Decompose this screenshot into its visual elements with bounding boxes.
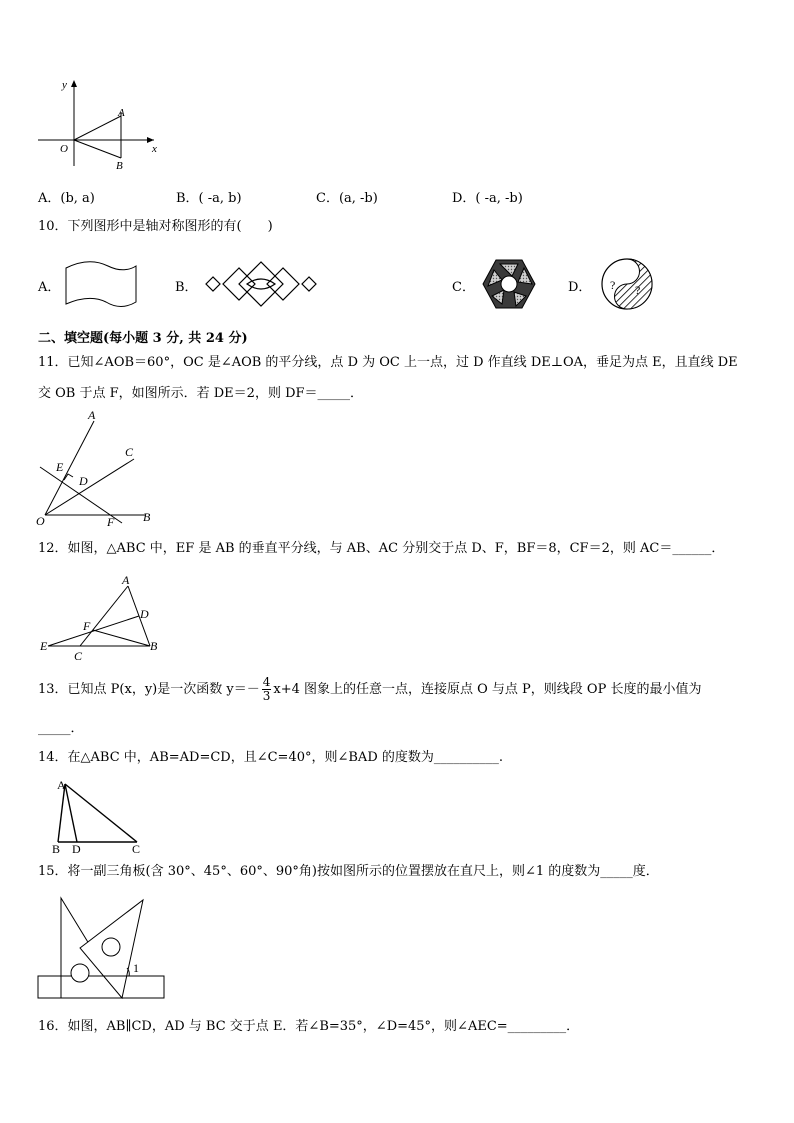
q11-label-D: D bbox=[79, 474, 88, 488]
q14-label-C: C bbox=[132, 842, 141, 856]
q11-label-B: B bbox=[143, 510, 151, 524]
q16-stem: 16．如图，AB∥CD，AD 与 BC 交于点 E．若∠B=35°，∠D=45°，则∠AEC=_________． bbox=[38, 1019, 580, 1034]
q10-label-a: A． bbox=[38, 280, 61, 295]
q11-angle-figure bbox=[30, 405, 160, 530]
q10-figure-a-flag bbox=[60, 258, 140, 310]
q11-label-O: O bbox=[36, 514, 45, 528]
q13-frac-den: 3 bbox=[262, 689, 271, 703]
q12-triangle-figure bbox=[38, 572, 166, 664]
q15-stem: 15．将一副三角板(含 30°、45°、60°、90°角)按如图所示的位置摆放在直尺上，则∠1 的度数为_____度． bbox=[38, 864, 659, 879]
q9-label-x: x bbox=[152, 143, 157, 155]
q10-figure-b-diamonds bbox=[200, 258, 322, 310]
q12-label-D: D bbox=[140, 607, 149, 621]
q13-stem-line1 bbox=[38, 674, 701, 706]
q11-stem-line2: 交 OB 于点 F，如图所示．若 DE＝2，则 DF＝_____． bbox=[38, 386, 364, 401]
q10-d-mark-right: ? bbox=[635, 283, 641, 297]
q9-coordinate-figure bbox=[36, 74, 166, 170]
q12-stem: 12．如图，△ABC 中，EF 是 AB 的垂直平分线，与 AB、AC 分别交于点 D、F，BF＝8，CF＝2，则 AC＝______． bbox=[38, 541, 725, 556]
q14-label-D: D bbox=[72, 842, 81, 856]
q12-label-C: C bbox=[74, 649, 83, 663]
q15-angle-label: 1 bbox=[133, 961, 139, 975]
q9-label-O: O bbox=[60, 143, 68, 155]
q11-label-F: F bbox=[107, 515, 115, 529]
q10-d-mark-left: ? bbox=[610, 278, 616, 292]
q13-stem-after: x+4 图象上的任意一点，连接原点 O 与点 P，则线段 OP 长度的最小值为 bbox=[273, 682, 702, 697]
q11-label-A: A bbox=[88, 408, 96, 422]
q11-label-E: E bbox=[56, 460, 64, 474]
q14-stem: 14．在△ABC 中，AB=AD=CD，且∠C=40°，则∠BAD 的度数为__________. bbox=[38, 750, 504, 765]
q9-option-b: B．( -a, b) bbox=[176, 191, 242, 206]
q9-option-d: D．( -a, -b) bbox=[452, 191, 523, 206]
q14-triangle-figure bbox=[48, 776, 148, 856]
q13-frac-num: 4 bbox=[262, 675, 271, 689]
q10-figure-d-yinyang bbox=[598, 256, 656, 312]
q9-option-a: A．(b, a) bbox=[38, 191, 95, 206]
q14-label-A: A bbox=[57, 778, 66, 792]
q11-stem-line1: 11．已知∠AOB＝60°，OC 是∠AOB 的平分线，点 D 为 OC 上一点，过 D 作直线 DE⊥OA，垂足为点 E，且直线 DE bbox=[38, 355, 738, 370]
q10-stem: 10．下列图形中是轴对称图形的有( ) bbox=[38, 219, 273, 234]
q12-label-A: A bbox=[122, 573, 130, 587]
q12-label-F: F bbox=[83, 619, 91, 633]
q9-label-y: y bbox=[62, 79, 67, 91]
q13-fraction bbox=[262, 676, 272, 703]
q11-label-C: C bbox=[125, 445, 134, 459]
q10-label-d: D． bbox=[568, 280, 592, 295]
q13-stem-line2: _____． bbox=[38, 721, 84, 736]
q9-option-c: C．(a, -b) bbox=[316, 191, 378, 206]
q9-label-A: A bbox=[118, 107, 125, 119]
q15-triangle-ruler-figure bbox=[36, 890, 168, 1002]
q14-label-B: B bbox=[52, 842, 61, 856]
q13-stem-before: 13．已知点 P(x，y)是一次函数 y＝－ bbox=[38, 682, 260, 697]
q10-label-b: B． bbox=[175, 280, 198, 295]
section-heading: 二、填空题(每小题 3 分, 共 24 分) bbox=[38, 331, 248, 346]
q12-label-E: E bbox=[40, 639, 48, 653]
q9-label-B: B bbox=[116, 160, 123, 170]
q10-label-c: C． bbox=[452, 280, 475, 295]
q10-figure-c-pinwheel bbox=[480, 256, 538, 312]
q12-label-B: B bbox=[150, 639, 158, 653]
